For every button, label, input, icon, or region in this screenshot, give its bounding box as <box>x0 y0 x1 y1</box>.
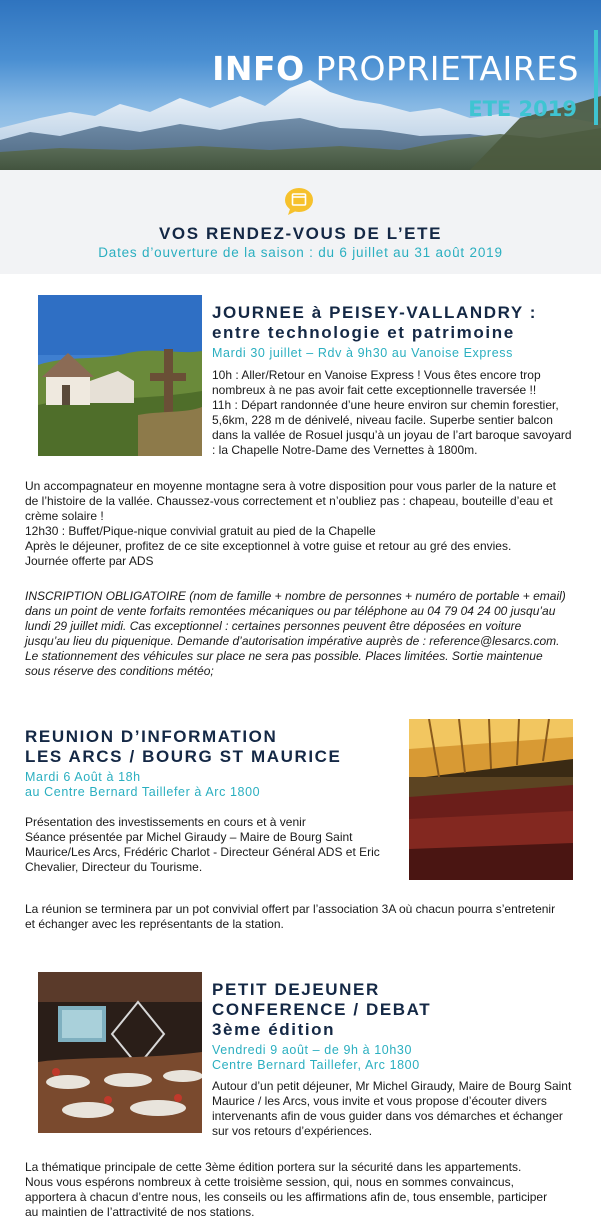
newsletter-title <box>212 49 579 88</box>
chat-calendar-icon <box>284 187 314 215</box>
text-line: 5,6km, 228 m de dénivelé, niveau facile. Superbe sentier balcon <box>212 413 553 427</box>
text-line: : la Chapelle Notre-Dame des Vernettes à 1800m. <box>212 443 478 457</box>
title-bold: INFO <box>212 49 305 88</box>
event-title <box>25 727 341 767</box>
event-date-line: Mardi 6 Août à 18h <box>25 770 141 784</box>
text-line: et échanger avec les représentants de la station. <box>25 917 284 931</box>
text-line: La thématique principale de cette 3ème édition portera sur la sécurité dans les appartements. <box>25 1160 522 1174</box>
breakfast-conference-photo <box>38 972 202 1133</box>
text-line: Maurice/Les Arcs, Frédéric Charlot - Directeur Général ADS et Eric <box>25 845 380 859</box>
event-date-line: Vendredi 9 août – de 9h à 10h30 <box>212 1043 413 1057</box>
event-title-line: CONFERENCE / DEBAT <box>212 1000 432 1019</box>
text-line: 11h : Départ randonnée d’une heure environ sur chemin forestier, <box>212 398 559 412</box>
accent-bar <box>594 30 598 125</box>
text-line: INSCRIPTION OBLIGATOIRE (nom de famille + nombre de personnes + numéro de portable + email) <box>25 589 566 603</box>
text-line: dans un point de vente forfaits remontées mécaniques ou par téléphone au 04 79 04 24 00 jusqu’au <box>25 604 556 618</box>
text-line: sur vos retours d’expériences. <box>212 1124 373 1138</box>
text-line: Présentation des investissements en cours et à venir <box>25 815 306 829</box>
text-line: La réunion se terminera par un pot convivial offert par l’association 3A où chacun pourra s’entretenir <box>25 902 556 916</box>
text-line: crème solaire ! <box>25 509 104 523</box>
text-line: apportera à chacun d’entre nous, les conseils ou les affirmations afin de, tous ensemble, participer <box>25 1190 548 1204</box>
newsletter-subtitle: ETE 2019 <box>468 97 577 121</box>
event-date-line: au Centre Bernard Taillefer à Arc 1800 <box>25 785 261 799</box>
chapel-mountain-photo <box>38 295 202 456</box>
event-title <box>212 980 431 1040</box>
conference-hall-photo <box>409 719 573 880</box>
text-line: Maurice / les Arcs, vous invite et vous propose d’écouter divers <box>212 1094 547 1108</box>
text-line: Après le déjeuner, profitez de ce site exceptionnel à votre guise et retour au gré des envies. <box>25 539 512 553</box>
text-line: 12h30 : Buffet/Pique-nique convivial gratuit au pied de la Chapelle <box>25 524 376 538</box>
text-line: dans la vallée de Rosuel jusqu’à un joyau de l’art baroque savoyard <box>212 428 572 442</box>
intro-band <box>0 170 601 274</box>
header-banner <box>0 0 601 170</box>
season-dates: Dates d’ouverture de la saison : du 6 juillet au 31 août 2019 <box>98 245 503 260</box>
event-title-line: 3ème édition <box>212 1020 336 1039</box>
event-side-text <box>212 368 592 458</box>
text-line: Un accompagnateur en moyenne montagne sera à votre disposition pour vous parler de la nature et <box>25 479 556 493</box>
event-title-line: JOURNEE à PEISEY-VALLANDRY : <box>212 303 538 322</box>
event-body-text <box>25 902 585 932</box>
event-date <box>25 770 260 800</box>
title-light: PROPRIETAIRES <box>315 49 579 88</box>
text-line: lundi 29 juillet midi. Cas exceptionnel : certaines personnes peuvent être déposées en voiture <box>25 619 522 633</box>
event-date <box>212 346 513 361</box>
event-title-line: REUNION D’INFORMATION <box>25 727 278 746</box>
text-line: intervenants afin de vous guider dans vos démarches et échanger <box>212 1109 563 1123</box>
text-line: Le stationnement des véhicules sur place ne sera pas possible. Places limitées. Sortie maintenue <box>25 649 543 663</box>
text-line: au maintien de l’attractivité de nos stations. <box>25 1205 255 1219</box>
event-side-text <box>25 815 395 875</box>
text-line: nombreux à ne pas avoir fait cette exceptionnelle traversée !! <box>212 383 537 397</box>
text-line: Nous vous espérons nombreux à cette troisième session, qui, nous en sommes convaincus, <box>25 1175 514 1189</box>
event-date-line: Centre Bernard Taillefer, Arc 1800 <box>212 1058 420 1072</box>
registration-note <box>25 589 590 679</box>
event-title <box>212 303 537 343</box>
text-line: jusqu’au lieu du piquenique. Demande d’autorisation impérative auprès de : reference@lesarcs.com. <box>25 634 560 648</box>
event-title-line: LES ARCS / BOURG ST MAURICE <box>25 747 342 766</box>
text-line: sous réserve des conditions météo; <box>25 664 214 678</box>
text-line: 10h : Aller/Retour en Vanoise Express ! Vous êtes encore trop <box>212 368 541 382</box>
text-line: Séance présentée par Michel Giraudy – Maire de Bourg Saint <box>25 830 353 844</box>
event-title-line: PETIT DEJEUNER <box>212 980 380 999</box>
event-body-text <box>25 1160 585 1220</box>
event-title-line: entre technologie et patrimoine <box>212 323 515 342</box>
text-line: Journée offerte par ADS <box>25 554 154 568</box>
section-heading: VOS RENDEZ-VOUS DE L’ETE <box>158 224 443 243</box>
text-line: Autour d’un petit déjeuner, Mr Michel Giraudy, Maire de Bourg Saint <box>212 1079 572 1093</box>
text-line: Chevalier, Directeur du Tourisme. <box>25 860 203 874</box>
text-line: de l’histoire de la vallée. Chaussez-vous correctement et n’oubliez pas : chapeau, bouteille d’eau et <box>25 494 553 508</box>
event-date-line: Mardi 30 juillet – Rdv à 9h30 au Vanoise Express <box>212 346 513 360</box>
event-side-text <box>212 1079 592 1139</box>
event-date <box>212 1043 420 1073</box>
event-body-text <box>25 479 585 569</box>
